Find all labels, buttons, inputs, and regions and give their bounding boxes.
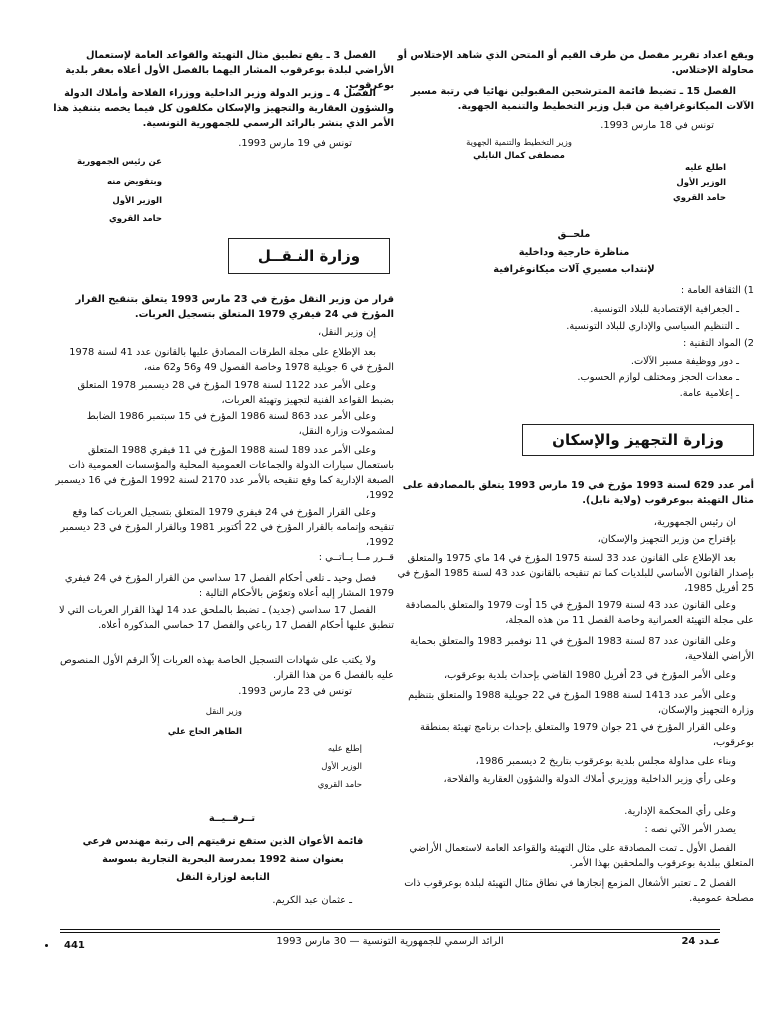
annex-subtitle-1: مناظرة خارجية وداخلية	[518, 247, 630, 258]
ministry-equipment-box	[522, 424, 754, 456]
order-paragraph: وبناء على مداولة مجلس بلدية بوعرقوب بتاريخ 2 ديسمبر 1986،	[475, 756, 736, 767]
right-article-15: الفصل 15 ـ تضبط قائمة المترشحين المقبولين نهائيا في رتبة مسير الآلات الميكانوغرافية من قبل وزير التخطيط والتنمية الجهوية.	[410, 86, 754, 112]
annex-subtitle-2: لإنتداب مسيري آلات ميكانوغرافية	[493, 264, 655, 275]
decision-sole-article: فصل وحيد ـ تلغى أحكام الفصل 17 سداسي من القرار المؤرخ في 24 فيفري 1979 المشار إليه أعلاه وتعوّض بالأحكام التالية :	[64, 573, 394, 599]
ministry-transport-heading: وزارة النـقــل	[257, 247, 361, 265]
annex-item: ـ التنظيم السياسي والإداري للبلاد التونسية.	[566, 321, 739, 332]
ministry-equipment-heading: وزارة التجهيز والإسكان	[552, 431, 724, 449]
footer-rule-top	[60, 929, 720, 930]
order-paragraph: بعد الإطلاع على القانون عدد 33 لسنة 1975 المؤرخ في 14 ماي 1975 والمتعلق بإصدار القانون الأساسي للبلديات كما تم تنقيحه بالقانون عدد 43 لسنة 1985 المؤرخ في 25 أفريل 1985،	[397, 553, 754, 594]
order-article-2: الفصل 2 ـ تعتبر الأشغال المزمع إنجازها في نطاق مثال التهيئة لبلدة بوعرقوب ذات مصلحة عمومية.	[404, 878, 754, 904]
footer-publication-title: الرائد الرسمي للجمهورية التونسية — 30 مارس 1993	[276, 936, 504, 947]
annex-item: ـ دور ووظيفة مسير الآلات.	[630, 356, 739, 367]
footer-page-number: 441	[64, 940, 85, 951]
left-top-date: تونس في 19 مارس 1993.	[238, 138, 352, 149]
annex-heading-general: 1) الثقافة العامة :	[680, 285, 754, 296]
order-paragraph: ان رئيس الجمهورية،	[653, 517, 736, 528]
decision-paragraph: وعلى القرار المؤرخ في 24 فيفري 1979 المتعلق بتسجيل العربات كما وقع تنقيحه وإتمامه بالقرار المؤرخ في 22 أكتوبر 1981 وبالقرار المؤرخ في 23 ديسمبر 1992،	[60, 507, 394, 548]
promotion-subtitle-3: التابعة لوزارة النقل	[176, 872, 270, 883]
order-629-title: أمر عدد 629 لسنة 1993 مؤرخ في 19 مارس 1993 يتعلق بالمصادقة على مثال التهيئة ببوعرقوب (ولاية نابل).	[402, 480, 754, 506]
footer-dot	[45, 944, 48, 947]
decided-label: قــرر مــا يــاتــي :	[318, 552, 394, 563]
transport-minister-title: وزير النقل	[205, 707, 242, 717]
pm-name: حامد القروي	[672, 193, 726, 203]
order-paragraph: وعلى القرار المؤرخ في 21 جوان 1979 والمتعلق بإحداث برنامج تهيئة بمنطقة بوعرقوب،	[419, 722, 754, 748]
order-paragraph: وعلى رأي المحكمة الإدارية.	[624, 806, 736, 817]
order-paragraph: وعلى القانون عدد 87 لسنة 1983 المؤرخ في 11 نوفمبر 1983 والمتعلق بحماية الأراضي الفلاحية،	[410, 636, 754, 662]
transport-minister-name: الطاهر الحاج علي	[167, 727, 242, 737]
annex-heading-technical: 2) المواد التقنية :	[683, 338, 754, 349]
planning-minister-name: مصطفى كمال النابلي	[473, 151, 565, 161]
decision-paragraph: وعلى الأمر عدد 863 لسنة 1986 المؤرخ في 15 سبتمبر 1986 الضابط لمشمولات وزارة النقل،	[86, 411, 394, 437]
decision-pm-name: حامد القروي	[317, 780, 362, 790]
decision-title: قرار من وزير النقل مؤرخ في 23 مارس 1993 يتعلق بتنقيح القرار المؤرخ في 24 فيفري 1979 المتعلق بتسجيل العربات.	[75, 294, 394, 320]
decision-paragraph: وعلى الأمر عدد 1122 لسنة 1978 المؤرخ في 28 ديسمبر 1978 المتعلق بضبط القواعد الفنية لتجهيز وتهيئة العربات،	[77, 380, 394, 406]
annex-item: ـ معدات الحجز ومختلف لوازم الحسوب.	[577, 372, 739, 383]
order-paragraph: بإقتراح من وزير التجهيز والإسكان،	[597, 534, 736, 545]
order-paragraph: وعلى القانون عدد 43 لسنة 1979 المؤرخ في 15 أوت 1979 والمتعلق بالمصادقة على مجلة التهيئة العمرانية وخاصة الفصل 11 من هذه المجلة،	[405, 600, 754, 626]
decision-paragraph: وعلى الأمر عدد 189 لسنة 1988 المؤرخ في 11 فيفري 1988 المتعلق باستعمال سيارات الدولة والجماعات العمومية المحلية والمؤسسات العمومية ذات الصبغة الإدارية كما وقع تنقيحه بالأمر عدد 2170 لسنة 1992 المؤرخ في 16 ديسمبر 1992،	[55, 445, 394, 501]
order-paragraph: وعلى الأمر المؤرخ في 23 أفريل 1980 القاضي بإحداث بلدية بوعرقوب،	[443, 670, 736, 681]
signature-line: حامد القروي	[108, 214, 162, 224]
promotion-title: تــرقــيــة	[208, 813, 256, 824]
footer-rule-bottom	[60, 932, 720, 933]
planning-minister-title: وزير التخطيط والتنمية الجهوية	[466, 138, 572, 148]
decision-paragraph: ولا يكتب على شهادات التسجيل الخاصة بهذه العربات إلاّ الرقم الأول المنصوص عليه بالفصل 6 من هذا القرار.	[59, 655, 394, 681]
decision-date: تونس في 23 مارس 1993.	[238, 686, 352, 697]
decision-article-17: الفصل 17 سداسي (جديد) ـ تضبط بالملحق عدد 14 لهذا القرار العربات التي لا تنطبق عليها أحكام الفصل 17 رباعي والفصل 17 خماسي المذكورة أعلاه.	[58, 605, 394, 631]
ministry-transport-box	[228, 238, 390, 274]
promotion-subtitle-2: بعنوان سنة 1992 بمدرسة البحرية التجارية بسوسة	[102, 854, 344, 865]
signature-line: وبتفويض منه	[106, 177, 162, 187]
right-top-paragraph-1: ويقع اعداد تقرير مفصل من طرف القيم أو المتحن الذي شاهد الإختلاس أو محاولة الإختلاس.	[397, 50, 754, 76]
left-article-3: الفصل 3 ـ يقع تطبيق مثال التهيئة والقواعد العامة لإستعمال الأراضي لبلدة بوعرقوب المشار اليهما بالفصل الأول أعلاه بعقر بلدية بوعرقوب.	[65, 50, 394, 91]
seen-label: اطلع عليه	[684, 163, 726, 173]
annex-item: ـ الجغرافية الإقتصادية للبلاد التونسية.	[590, 304, 739, 315]
footer-issue-number: عـدد 24	[681, 936, 720, 947]
promotion-subtitle-1: قائمة الأعوان الذين ستقع ترقيتهم إلى رتبة مهندس فرعي	[82, 836, 364, 847]
order-article-1: الفصل الأول ـ تمت المصادقة على مثال التهيئة والقواعد العامة لاستعمال الأراضي المتعلق ببلدية بوعرقوب والملحقين بهذا الأمر.	[409, 843, 754, 869]
decision-paragraph: إن وزير النقل،	[318, 327, 376, 338]
annex-title: ملحــق	[557, 229, 591, 240]
promotion-name: ـ عثمان عبد الكريم.	[272, 895, 352, 906]
left-article-4: الفصل 4 ـ وزير الدولة وزير الداخلية ووزراء الفلاحة وأملاك الدولة والشؤون العقارية والتجهيز والإسكان مكلفون كل فيما يخصه بتنفيذ هذا الأمر الذي ينشر بالرائد الرسمي للجمهورية التونسية.	[53, 88, 394, 129]
annex-item: ـ إعلامية عامة.	[679, 388, 739, 399]
order-paragraph: وعلى رأي وزير الداخلية ووزيري أملاك الدولة والشؤون العقارية والفلاحة،	[443, 774, 736, 785]
decision-paragraph: بعد الإطلاع على مجلة الطرقات المصادق عليها بالقانون عدد 41 لسنة 1978 المؤرخ في 6 جويلية 1978 وخاصة الفصول 49 و56 و62 منه،	[69, 347, 394, 373]
right-top-date: تونس في 18 مارس 1993.	[600, 120, 714, 131]
pm-title: الوزير الأول	[676, 178, 726, 188]
decision-pm-title: الوزير الأول	[321, 762, 362, 772]
order-paragraph: يصدر الأمر الآتي نصه :	[644, 824, 736, 835]
signature-line: الوزير الأول	[112, 196, 162, 206]
decision-seen-label: إطلع عليه	[327, 744, 362, 754]
order-paragraph: وعلى الأمر عدد 1413 لسنة 1988 المؤرخ في 22 جويلية 1988 والمتعلق بتنظيم وزارة التجهيز والإسكان،	[408, 690, 754, 716]
signature-line: عن رئيس الجمهورية	[76, 157, 162, 167]
